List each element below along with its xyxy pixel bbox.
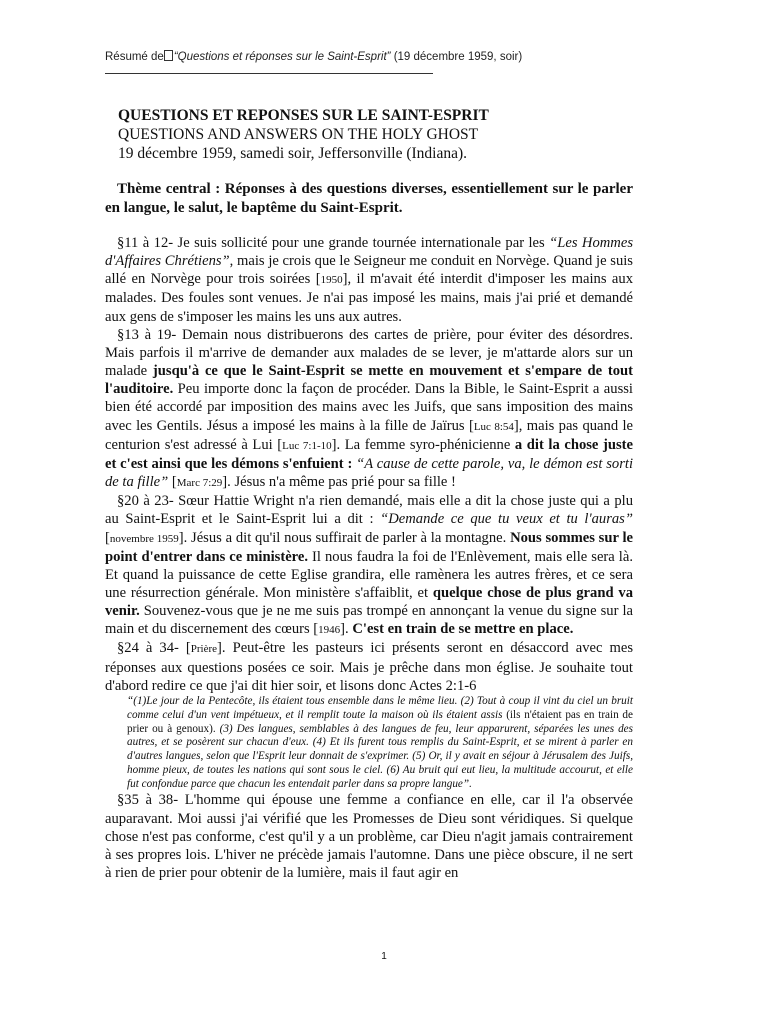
title-block bbox=[118, 106, 678, 163]
title-english: QUESTIONS AND ANSWERS ON THE HOLY GHOST bbox=[118, 126, 479, 143]
header-rule bbox=[105, 73, 433, 74]
page-number: 1 bbox=[381, 951, 387, 962]
title-french: QUESTIONS ET REPONSES SUR LE SAINT-ESPRIT bbox=[118, 107, 489, 124]
document-body bbox=[105, 234, 633, 882]
paragraph-20-23: §20 à 23- Sœur Hattie Wright n'a rien demandé, mais elle a dit la chose juste qui a plu au Saint-Esprit et le Saint-Esprit lui a dit : “Demande ce que tu veux et tu l'auras” [novembre 1959]. Jésus a dit qu'il nous suffirait de parler à la montagne. Nous sommes sur le point d'entrer dans ce ministère. Il nous faudra la foi de l'Enlèvement, mais elle sera là. Et quand la puissance de cette Eglise grandira, elle ramènera les autres frères, et ce sera une résurrection générale. Mon ministère s'affaiblit, et quelque chose de plus grand va venir. Souvenez-vous que je ne me suis pas trompé en annonçant la venue du signe sur la main et du discernement des cœurs [1946]. C'est en train de se mettre en place. bbox=[105, 493, 633, 638]
header-missing-glyph bbox=[164, 50, 173, 61]
running-header bbox=[105, 50, 665, 63]
theme-text: Thème central : Réponses à des questions diverses, essentiellement sur le parler en langue, le salut, le baptême du Saint-Esprit. bbox=[105, 181, 633, 216]
paragraph-13-19: §13 à 19- Demain nous distribuerons des cartes de prière, pour éviter des désordres. Mais parfois il m'arrive de demander aux malades de se lever, je m'attarde alors sur un malade jusqu'à ce que le Saint-Esprit se mette en mouvement et s'empare de tout l'auditoire. Peu importe donc la façon de procéder. Dans la Bible, le Saint-Esprit a aussi bien été accordé par imposition des mains avec les Juifs, que sans imposition des mains avec les Gentils. Jésus a imposé les mains à la fille de Jaïrus [Luc 8:54], mais pas quand le centurion s'est adressé à Lui [Luc 7:1-10]. La femme syro-phénicienne a dit la chose juste et c'est ainsi que les démons s'enfuient : “A cause de cette parole, va, le démon est sorti de ta fille” [Marc 7:29]. Jésus n'a même pas prié pour sa fille ! bbox=[105, 326, 633, 491]
header-prefix: Résumé de bbox=[105, 51, 164, 63]
paragraph-11-12: §11 à 12- Je suis sollicité pour une grande tournée internationale par les “Les Hommes d'Affaires Chrétiens”, mais je crois que le Seigneur me conduit en Norvège. Quand je suis allé en Norvège pour trois soirées [1950], il m'avait été interdit d'imposer les mains aux malades. Des foules sont venues. Je n'ai pas imposé les mains, mais j'ai prié et demandé aux gens de s'imposer les mains les uns aux autres. bbox=[105, 235, 634, 325]
header-date: (19 décembre 1959, soir) bbox=[390, 51, 523, 63]
scripture-quote-acts-2: “(1)Le jour de la Pentecôte, ils étaient tous ensemble dans le même lieu. (2) Tout à coup il vint du ciel un bruit comme celui d'un vent impétueux, et il remplit toute la maison où ils étaient assis (ils n'étaient pas en train de prier ou à genoux). (3) Des langues, semblables à des langues de feu, leur apparurent, séparées les unes des autres, et se posèrent sur chacun d'eux. (4) Et ils furent tous remplis du Saint-Esprit, et se mirent à parler en d'autres langues, selon que l'Esprit leur donnait de s'exprimer. (5) Or, il y avait en séjour à Jérusalem des Juifs, homme pieux, de toutes les nations qui sont sous le ciel. (6) Au bruit qui eut lieu, la multitude accourut, et elle fut confondue parce que chacun les entendait parler dans sa propre langue”. bbox=[127, 694, 633, 790]
sermon-date-place: 19 décembre 1959, samedi soir, Jeffersonville (Indiana). bbox=[118, 145, 468, 162]
central-theme bbox=[105, 180, 633, 218]
paragraph-24-34: §24 à 34- [Prière]. Peut-être les pasteurs ici présents seront en désaccord avec mes réponses aux questions posées ce soir. Mais je prêche dans mon église. Je souhaite tout d'abord redire ce que j'ai dit hier soir, et lisons donc Actes 2:1-6 bbox=[105, 640, 633, 694]
paragraph-35-38: §35 à 38- L'homme qui épouse une femme a confiance en elle, car il l'a observée auparavant. Moi aussi j'ai vérifié que les Promesses de Dieu sont véridiques. Si quelque chose n'est pas conforme, c'est qu'il y a un problème, car Dieu n'agit jamais contrairement à ses propres lois. L'hiver ne précède jamais l'automne. Dans une pièce obscure, il ne sert à rien de prier pour obtenir de la lumière, mais il faut agir en bbox=[105, 792, 633, 882]
header-title: “Questions et réponses sur le Saint-Esprit” bbox=[173, 51, 391, 63]
